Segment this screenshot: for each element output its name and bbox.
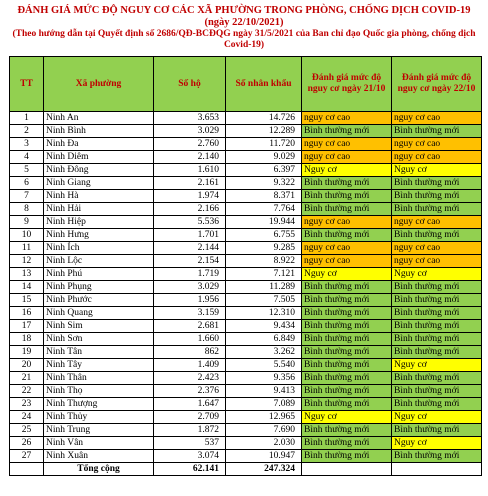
commune-name-cell: Ninh Quang [44, 307, 154, 320]
table-row [10, 268, 482, 281]
commune-name-cell: Ninh Sim [44, 320, 154, 333]
risk-21-10-cell: Bình thường mới [302, 320, 392, 333]
table-row [10, 177, 482, 190]
tt-cell: 8 [10, 203, 44, 216]
risk-21-10-cell: Bình thường mới [302, 125, 392, 138]
table-row [10, 151, 482, 164]
guidance-note: (Theo hướng dẫn tại Quyết định số 2686/QĐ-BCĐQG ngày 31/5/2021 của Ban chỉ đạo Quốc gia phòng, chống dịch Covid-19) [12, 29, 476, 50]
households-cell: 2.166 [154, 203, 226, 216]
households-cell: 1.647 [154, 398, 226, 411]
page-subtitle: (ngày 22/10/2021) [204, 17, 284, 28]
tt-cell: 6 [10, 177, 44, 190]
commune-name-cell: Ninh Xuân [44, 450, 154, 463]
tt-cell: 9 [10, 216, 44, 229]
tt-cell: 16 [10, 307, 44, 320]
risk-22-10-cell: Bình thường mới [392, 294, 482, 307]
commune-name-cell: Ninh Tây [44, 359, 154, 372]
risk-22-10-cell: Bình thường mới [392, 450, 482, 463]
commune-name-cell: Ninh Phú [44, 268, 154, 281]
risk-21-10-cell: Bình thường mới [302, 437, 392, 450]
population-cell: 2.030 [226, 437, 302, 450]
commune-name-cell: Ninh Thủy [44, 411, 154, 424]
risk-21-10-cell: Bình thường mới [302, 294, 392, 307]
households-cell: 1.409 [154, 359, 226, 372]
risk-22-10-cell: Bình thường mới [392, 307, 482, 320]
tt-cell: 22 [10, 385, 44, 398]
tt-cell: 20 [10, 359, 44, 372]
commune-name-cell: Ninh Diêm [44, 151, 154, 164]
households-cell: 862 [154, 346, 226, 359]
risk-22-10-cell: nguy cơ cao [392, 216, 482, 229]
commune-name-cell: Ninh Phụng [44, 281, 154, 294]
risk-21-10-cell: Bình thường mới [302, 190, 392, 203]
population-cell: 12.965 [226, 411, 302, 424]
commune-name-cell: Ninh Bình [44, 125, 154, 138]
households-cell: 3.074 [154, 450, 226, 463]
households-cell: 2.709 [154, 411, 226, 424]
tt-cell: 7 [10, 190, 44, 203]
risk-22-10-cell: Bình thường mới [392, 203, 482, 216]
risk-22-10-cell: nguy cơ cao [392, 151, 482, 164]
header-danh-gia-21-10: Đánh giá mức độ nguy cơ ngày 21/10 [302, 57, 392, 112]
tt-cell: 19 [10, 346, 44, 359]
total-row [10, 463, 482, 476]
tt-cell: 23 [10, 398, 44, 411]
tt-cell: 15 [10, 294, 44, 307]
commune-name-cell: Ninh Trung [44, 424, 154, 437]
table-row [10, 216, 482, 229]
population-cell: 7.089 [226, 398, 302, 411]
population-cell: 12.289 [226, 125, 302, 138]
header-tt: TT [10, 57, 44, 112]
households-cell: 537 [154, 437, 226, 450]
commune-name-cell: Ninh Thọ [44, 385, 154, 398]
table-row [10, 320, 482, 333]
page-title: ĐÁNH GIÁ MỨC ĐỘ NGUY CƠ CÁC XÃ PHƯỜNG TRONG PHÒNG, CHỐNG DỊCH COVID-19 [17, 5, 471, 16]
risk-22-10-cell: Bình thường mới [392, 346, 482, 359]
households-cell: 2.423 [154, 372, 226, 385]
total-blank-22 [392, 463, 482, 476]
households-cell: 3.029 [154, 125, 226, 138]
header-so-nhan-khau: Số nhân khẩu [226, 57, 302, 112]
risk-21-10-cell: Bình thường mới [302, 346, 392, 359]
risk-22-10-cell: Bình thường mới [392, 424, 482, 437]
commune-name-cell: Ninh Hưng [44, 229, 154, 242]
commune-name-cell: Ninh Thân [44, 372, 154, 385]
households-cell: 2.760 [154, 138, 226, 151]
risk-21-10-cell: nguy cơ cao [302, 216, 392, 229]
table-row [10, 242, 482, 255]
tt-cell: 1 [10, 112, 44, 125]
risk-22-10-cell: Bình thường mới [392, 229, 482, 242]
table-row [10, 164, 482, 177]
table-row [10, 255, 482, 268]
population-cell: 19.944 [226, 216, 302, 229]
population-cell: 8.922 [226, 255, 302, 268]
tt-cell: 25 [10, 424, 44, 437]
commune-name-cell: Ninh Lộc [44, 255, 154, 268]
risk-22-10-cell: Bình thường mới [392, 177, 482, 190]
risk-21-10-cell: Bình thường mới [302, 203, 392, 216]
risk-21-10-cell: Nguy cơ [302, 164, 392, 177]
total-label: Tổng cộng [44, 463, 154, 476]
commune-name-cell: Ninh Thượng [44, 398, 154, 411]
tt-cell: 17 [10, 320, 44, 333]
risk-22-10-cell: Nguy cơ [392, 411, 482, 424]
risk-21-10-cell: Bình thường mới [302, 281, 392, 294]
risk-21-10-cell: Bình thường mới [302, 372, 392, 385]
commune-name-cell: Ninh Vân [44, 437, 154, 450]
table-row [10, 229, 482, 242]
table-header-row [10, 57, 482, 112]
households-cell: 5.536 [154, 216, 226, 229]
total-tt [10, 463, 44, 476]
risk-21-10-cell: nguy cơ cao [302, 138, 392, 151]
risk-21-10-cell: nguy cơ cao [302, 242, 392, 255]
tt-cell: 13 [10, 268, 44, 281]
population-cell: 10.947 [226, 450, 302, 463]
risk-22-10-cell: nguy cơ cao [392, 242, 482, 255]
risk-21-10-cell: Nguy cơ [302, 268, 392, 281]
risk-22-10-cell: Bình thường mới [392, 190, 482, 203]
population-cell: 9.356 [226, 372, 302, 385]
households-cell: 2.144 [154, 242, 226, 255]
commune-name-cell: Ninh Hải [44, 203, 154, 216]
population-cell: 7.121 [226, 268, 302, 281]
population-cell: 3.262 [226, 346, 302, 359]
households-cell: 1.872 [154, 424, 226, 437]
table-row [10, 112, 482, 125]
tt-cell: 5 [10, 164, 44, 177]
tt-cell: 12 [10, 255, 44, 268]
tt-cell: 21 [10, 372, 44, 385]
table-row [10, 372, 482, 385]
table-row [10, 398, 482, 411]
population-cell: 9.285 [226, 242, 302, 255]
commune-name-cell: Ninh Giang [44, 177, 154, 190]
risk-22-10-cell: Bình thường mới [392, 125, 482, 138]
population-cell: 11.720 [226, 138, 302, 151]
population-cell: 7.764 [226, 203, 302, 216]
households-cell: 1.719 [154, 268, 226, 281]
commune-name-cell: Ninh Phước [44, 294, 154, 307]
table-row [10, 281, 482, 294]
households-cell: 2.154 [154, 255, 226, 268]
risk-22-10-cell: Bình thường mới [392, 372, 482, 385]
table-row [10, 125, 482, 138]
tt-cell: 18 [10, 333, 44, 346]
risk-22-10-cell: Bình thường mới [392, 281, 482, 294]
commune-name-cell: Ninh Tân [44, 346, 154, 359]
risk-22-10-cell: Nguy cơ [392, 437, 482, 450]
tt-cell: 2 [10, 125, 44, 138]
table-row [10, 359, 482, 372]
risk-21-10-cell: Bình thường mới [302, 450, 392, 463]
risk-22-10-cell: Nguy cơ [392, 164, 482, 177]
risk-21-10-cell: nguy cơ cao [302, 151, 392, 164]
population-cell: 9.029 [226, 151, 302, 164]
table-row [10, 346, 482, 359]
table-row [10, 190, 482, 203]
risk-21-10-cell: Nguy cơ [302, 411, 392, 424]
commune-name-cell: Ninh Đông [44, 164, 154, 177]
households-cell: 3.653 [154, 112, 226, 125]
risk-22-10-cell: nguy cơ cao [392, 138, 482, 151]
tt-cell: 4 [10, 151, 44, 164]
risk-21-10-cell: nguy cơ cao [302, 112, 392, 125]
population-cell: 12.310 [226, 307, 302, 320]
population-cell: 5.540 [226, 359, 302, 372]
households-cell: 1.610 [154, 164, 226, 177]
households-cell: 1.701 [154, 229, 226, 242]
tt-cell: 10 [10, 229, 44, 242]
risk-21-10-cell: Bình thường mới [302, 229, 392, 242]
households-cell: 2.681 [154, 320, 226, 333]
risk-assessment-table [9, 56, 482, 476]
commune-name-cell: Ninh Sơn [44, 333, 154, 346]
risk-21-10-cell: Bình thường mới [302, 385, 392, 398]
table-row [10, 307, 482, 320]
risk-21-10-cell: Bình thường mới [302, 424, 392, 437]
header-so-ho: Số hộ [154, 57, 226, 112]
table-row [10, 385, 482, 398]
risk-22-10-cell: nguy cơ cao [392, 255, 482, 268]
risk-21-10-cell: Bình thường mới [302, 307, 392, 320]
total-so-ho: 62.141 [154, 463, 226, 476]
tt-cell: 27 [10, 450, 44, 463]
households-cell: 3.029 [154, 281, 226, 294]
table-row [10, 437, 482, 450]
tt-cell: 24 [10, 411, 44, 424]
risk-21-10-cell: Bình thường mới [302, 398, 392, 411]
risk-22-10-cell: Bình thường mới [392, 398, 482, 411]
commune-name-cell: Ninh Hà [44, 190, 154, 203]
risk-22-10-cell: Nguy cơ [392, 268, 482, 281]
population-cell: 8.371 [226, 190, 302, 203]
commune-name-cell: Ninh Hiệp [44, 216, 154, 229]
population-cell: 6.849 [226, 333, 302, 346]
households-cell: 1.660 [154, 333, 226, 346]
table-row [10, 424, 482, 437]
table-row [10, 411, 482, 424]
risk-21-10-cell: Bình thường mới [302, 359, 392, 372]
population-cell: 14.726 [226, 112, 302, 125]
table-row [10, 294, 482, 307]
risk-21-10-cell: nguy cơ cao [302, 255, 392, 268]
risk-21-10-cell: Bình thường mới [302, 177, 392, 190]
table-row [10, 203, 482, 216]
households-cell: 2.161 [154, 177, 226, 190]
table-row [10, 138, 482, 151]
households-cell: 3.159 [154, 307, 226, 320]
commune-name-cell: Ninh Đa [44, 138, 154, 151]
risk-22-10-cell: Nguy cơ [392, 359, 482, 372]
population-cell: 7.690 [226, 424, 302, 437]
table-row [10, 333, 482, 346]
commune-name-cell: Ninh An [44, 112, 154, 125]
risk-21-10-cell: Bình thường mới [302, 333, 392, 346]
risk-22-10-cell: Bình thường mới [392, 320, 482, 333]
tt-cell: 11 [10, 242, 44, 255]
risk-22-10-cell: Bình thường mới [392, 385, 482, 398]
risk-22-10-cell: nguy cơ cao [392, 112, 482, 125]
tt-cell: 14 [10, 281, 44, 294]
population-cell: 6.397 [226, 164, 302, 177]
commune-name-cell: Ninh Ích [44, 242, 154, 255]
table-row [10, 450, 482, 463]
households-cell: 2.376 [154, 385, 226, 398]
population-cell: 9.413 [226, 385, 302, 398]
population-cell: 6.755 [226, 229, 302, 242]
risk-22-10-cell: Bình thường mới [392, 333, 482, 346]
households-cell: 1.956 [154, 294, 226, 307]
households-cell: 1.974 [154, 190, 226, 203]
population-cell: 9.434 [226, 320, 302, 333]
population-cell: 7.505 [226, 294, 302, 307]
header-xa-phuong: Xã phường [44, 57, 154, 112]
tt-cell: 3 [10, 138, 44, 151]
population-cell: 9.322 [226, 177, 302, 190]
total-so-nhan-khau: 247.324 [226, 463, 302, 476]
total-blank-21 [302, 463, 392, 476]
households-cell: 2.140 [154, 151, 226, 164]
header-danh-gia-22-10: Đánh giá mức độ nguy cơ ngày 22/10 [392, 57, 482, 112]
tt-cell: 26 [10, 437, 44, 450]
population-cell: 11.289 [226, 281, 302, 294]
